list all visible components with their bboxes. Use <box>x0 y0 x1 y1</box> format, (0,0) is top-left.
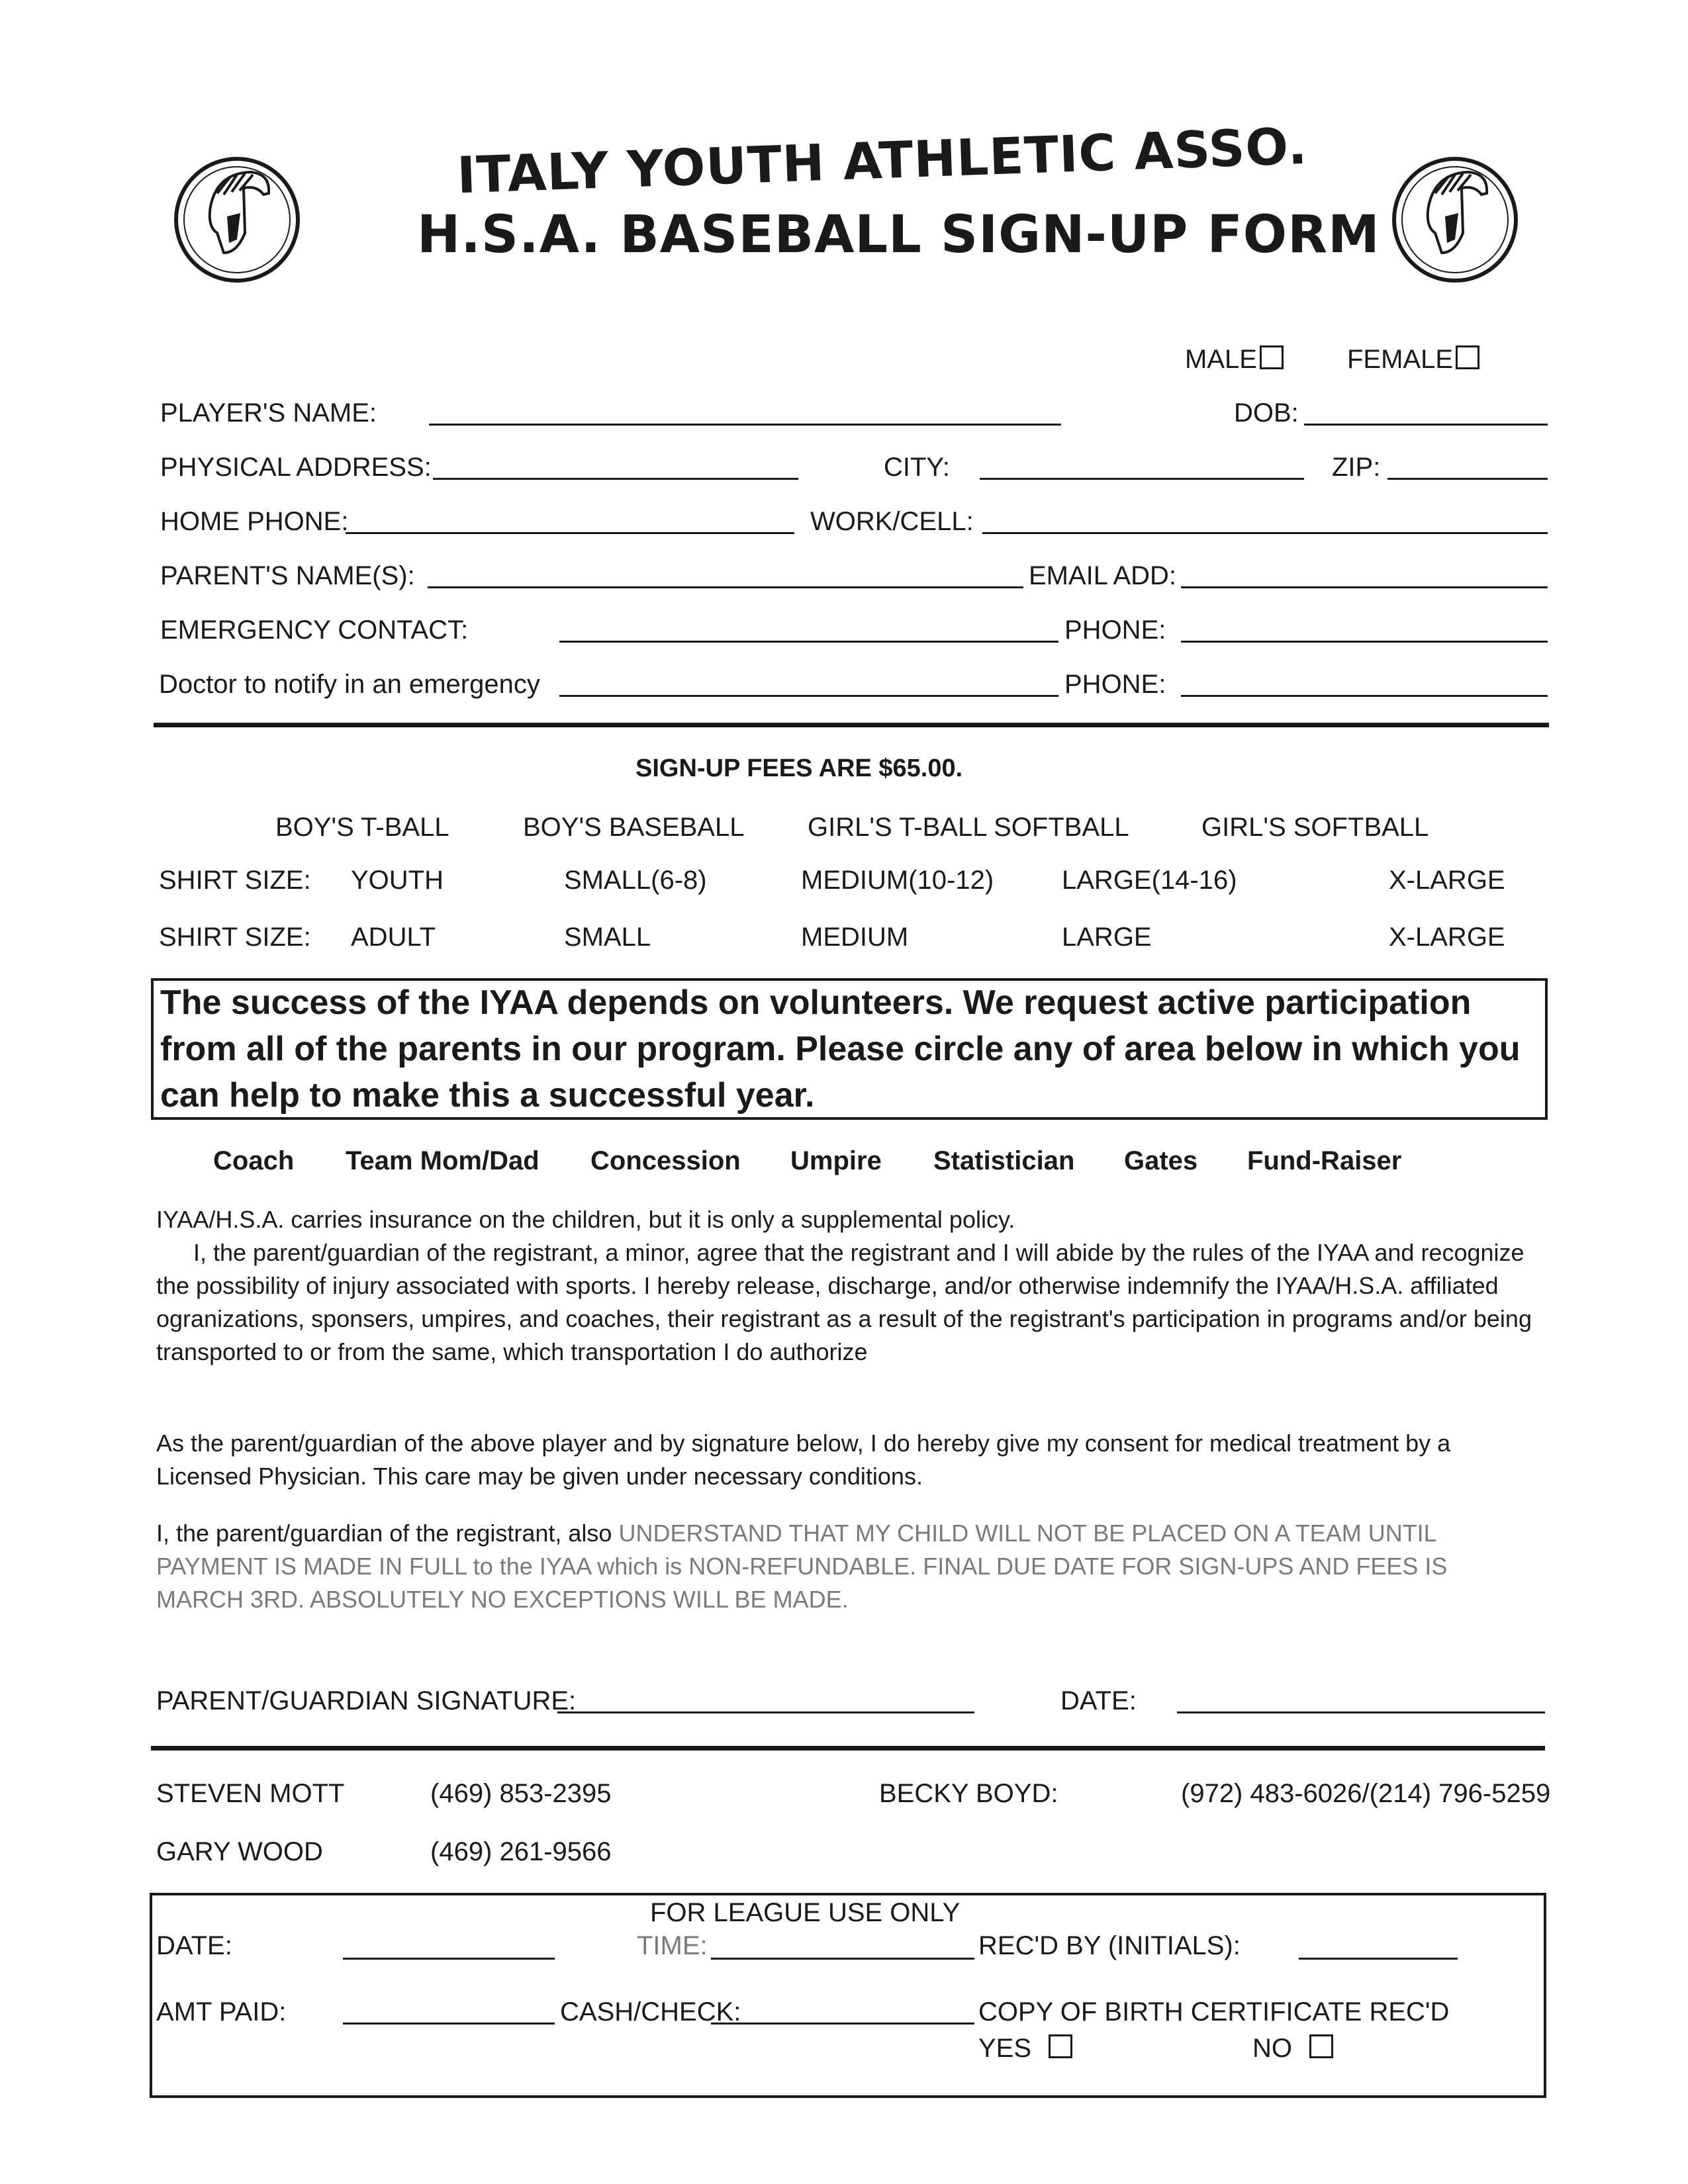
program-girls-softball[interactable]: GIRL'S SOFTBALL <box>1201 813 1429 842</box>
insurance-text: IYAA/H.S.A. carries insurance on the children, but it is only a supplemental policy. <box>156 1206 1015 1233</box>
contact-name: STEVEN MOTT <box>156 1779 345 1808</box>
shirt-adult-large[interactable]: LARGE <box>1062 923 1152 952</box>
parents-name-label: PARENT'S NAME(S): <box>160 561 415 590</box>
contact-name: BECKY BOYD: <box>879 1779 1058 1808</box>
male-option[interactable]: MALE <box>1185 345 1284 373</box>
league-heading: FOR LEAGUE USE ONLY <box>650 1898 961 1927</box>
league-date-field[interactable] <box>343 1958 555 1960</box>
birth-cert-yes[interactable]: YES <box>978 2034 1072 2062</box>
shirt-adult-medium[interactable]: MEDIUM <box>801 923 909 952</box>
female-checkbox[interactable] <box>1456 345 1479 369</box>
emergency-contact-field[interactable] <box>559 641 1058 643</box>
doctor-field[interactable] <box>559 695 1058 697</box>
program-boys-baseball[interactable]: BOY'S BASEBALL <box>523 813 745 842</box>
work-cell-field[interactable] <box>982 532 1548 534</box>
shirt-adult-xlarge[interactable]: X-LARGE <box>1389 923 1505 952</box>
shirt-adult-small[interactable]: SMALL <box>564 923 651 952</box>
email-field[interactable] <box>1181 586 1548 588</box>
city-label: CITY: <box>884 453 951 482</box>
amt-paid-field[interactable] <box>343 2023 555 2025</box>
dob-field[interactable] <box>1304 424 1548 426</box>
home-phone-label: HOME PHONE: <box>160 507 349 536</box>
signature-date-field[interactable] <box>1177 1711 1545 1713</box>
role-statistician[interactable]: Statistician <box>933 1146 1075 1175</box>
role-team-mom-dad[interactable]: Team Mom/Dad <box>346 1146 539 1175</box>
email-label: EMAIL ADD: <box>1029 561 1177 590</box>
home-phone-field[interactable] <box>346 532 794 534</box>
release-text: I, the parent/guardian of the registrant, a minor, agree that the registrant and I will abide by the rules of the IYAA and recognize the possibility of injury associated with sports. I hereby release, discharge, and/or otherwise indemnify the IYAA/H.S.A. affiliated ogranizations, sponsers, umpires, and coaches, their registrant as a result of the registrant's participation in programs and/or being transported to or from the same, which transportation I do authorize <box>156 1239 1532 1365</box>
divider <box>154 723 1549 727</box>
role-coach[interactable]: Coach <box>213 1146 295 1175</box>
recd-by-field[interactable] <box>1299 1958 1458 1960</box>
contact-phone: (469) 853-2395 <box>430 1779 612 1808</box>
shirt-youth-medium[interactable]: MEDIUM(10-12) <box>801 866 994 895</box>
role-gates[interactable]: Gates <box>1124 1146 1198 1175</box>
signature-date-label: DATE: <box>1060 1686 1137 1715</box>
player-name-field[interactable] <box>429 424 1061 426</box>
role-umpire[interactable]: Umpire <box>790 1146 882 1175</box>
dob-label: DOB: <box>1234 398 1299 428</box>
role-concession[interactable]: Concession <box>590 1146 741 1175</box>
shirt-youth-large[interactable]: LARGE(14-16) <box>1062 866 1237 895</box>
volunteer-notice: The success of the IYAA depends on volunteers. We request active participation from all of the parents in our program. Please circle any of area below in which you can help to make this a successful year. <box>160 983 1521 1115</box>
birth-cert-label: COPY OF BIRTH CERTIFICATE REC'D <box>978 1997 1450 2026</box>
consent-text: As the parent/guardian of the above player and by signature below, I do hereby give my consent for medical treatment by a Licensed Physician. This care may be given under necessary conditions. <box>156 1430 1451 1490</box>
work-cell-label: WORK/CELL: <box>810 507 974 536</box>
doctor-phone-label: PHONE: <box>1064 670 1166 699</box>
amt-paid-label: AMT PAID: <box>156 1997 287 2026</box>
player-name-label: PLAYER'S NAME: <box>160 398 377 428</box>
contact-name: GARY WOOD <box>156 1837 323 1866</box>
spartan-helmet-icon <box>171 154 303 286</box>
program-girls-tball-softball[interactable]: GIRL'S T-BALL SOFTBALL <box>808 813 1129 842</box>
contact-phone: (469) 261-9566 <box>430 1837 612 1866</box>
role-fund-raiser[interactable]: Fund-Raiser <box>1247 1146 1402 1175</box>
shirt-youth-category: YOUTH <box>351 866 444 895</box>
emergency-phone-field[interactable] <box>1181 641 1548 643</box>
yes-checkbox[interactable] <box>1049 2034 1072 2058</box>
league-time-field[interactable] <box>711 1958 974 1960</box>
form-title: H.S.A. BASEBALL SIGN-UP FORM <box>417 205 1380 265</box>
shirt-adult-category: ADULT <box>351 923 436 952</box>
parents-name-field[interactable] <box>428 586 1023 588</box>
signature-label: PARENT/GUARDIAN SIGNATURE: <box>156 1686 577 1715</box>
program-boys-tball[interactable]: BOY'S T-BALL <box>275 813 449 842</box>
city-field[interactable] <box>980 478 1304 480</box>
payment-text <box>156 1517 1507 1616</box>
doctor-label: Doctor to notify in an emergency <box>159 670 540 699</box>
payment-terms: UNDERSTAND THAT MY CHILD WILL NOT BE PLACED ON A TEAM UNTIL PAYMENT IS MADE IN FULL to the IYAA which is NON-REFUNDABLE. FINAL DUE DATE FOR SIGN-UPS AND FEES IS MARCH 3RD. ABSOLUTELY NO EXCEPTIONS WILL BE MADE. <box>156 1520 1448 1613</box>
zip-label: ZIP: <box>1332 453 1381 482</box>
league-date-label: DATE: <box>156 1931 232 1960</box>
contact-phone: (972) 483-6026/(214) 796-5259 <box>1181 1779 1551 1808</box>
shirt-size-label: SHIRT SIZE: <box>159 866 311 895</box>
cash-check-field[interactable] <box>711 2023 974 2025</box>
divider <box>151 1746 1545 1751</box>
payment-lead: I, the parent/guardian of the registrant, also <box>156 1520 612 1547</box>
fees-notice: SIGN-UP FEES ARE $65.00. <box>635 754 963 782</box>
address-label: PHYSICAL ADDRESS: <box>160 453 432 482</box>
shirt-size-label: SHIRT SIZE: <box>159 923 311 952</box>
male-checkbox[interactable] <box>1260 345 1284 369</box>
doctor-phone-field[interactable] <box>1181 695 1548 697</box>
cash-check-label: CASH/CHECK: <box>560 1997 741 2026</box>
address-field[interactable] <box>433 478 798 480</box>
zip-field[interactable] <box>1387 478 1548 480</box>
no-checkbox[interactable] <box>1309 2034 1333 2058</box>
spartan-helmet-icon <box>1389 154 1521 286</box>
league-time-label: TIME: <box>637 1931 708 1960</box>
emergency-phone-label: PHONE: <box>1064 615 1166 645</box>
recd-by-label: REC'D BY (INITIALS): <box>978 1931 1241 1960</box>
shirt-youth-xlarge[interactable]: X-LARGE <box>1389 866 1505 895</box>
signature-field[interactable] <box>557 1711 974 1713</box>
shirt-youth-small[interactable]: SMALL(6-8) <box>564 866 707 895</box>
emergency-contact-label: EMERGENCY CONTACT: <box>160 615 469 645</box>
female-option[interactable]: FEMALE <box>1347 345 1479 373</box>
page-title: ITALY YOUTH ATHLETIC ASSO. <box>455 116 1309 205</box>
birth-cert-no[interactable]: NO <box>1252 2034 1333 2062</box>
